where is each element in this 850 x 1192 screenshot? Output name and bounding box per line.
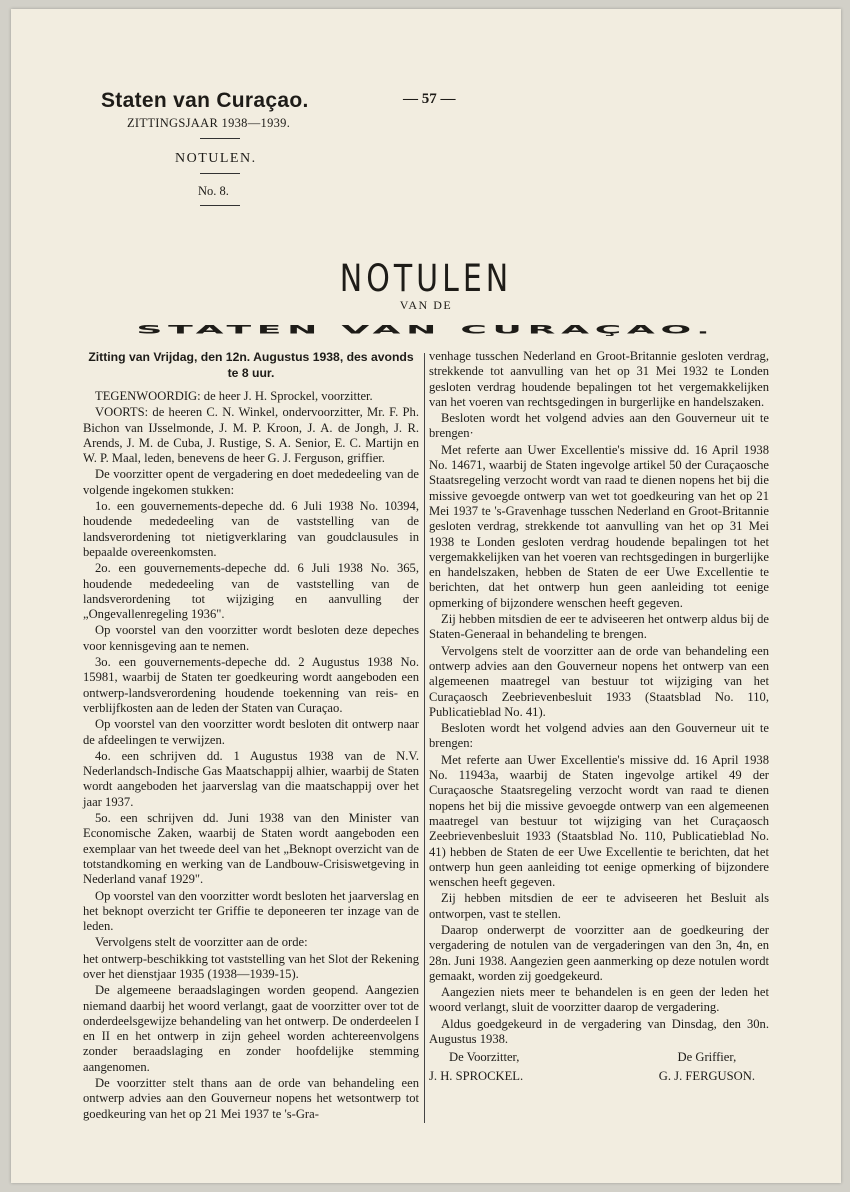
series-title: Staten van Curaçao.	[101, 89, 309, 112]
paragraph: Zij hebben mitsdien de eer te adviseeren het Besluit als ontworpen, vast te stellen.	[429, 891, 769, 921]
paragraph: het ontwerp-beschikking tot vaststelling van het Slot der Rekening over het dienstjaar 1935 (1938—1939-15).	[83, 951, 419, 981]
paragraph: 1o. een gouvernements-depeche dd. 6 Juli 1938 No. 10394, houdende mededeeling van de vaststelling van de landsverordening tot nietigverklaring van goudclausules in bepaalde overeenkomsten.	[83, 499, 419, 559]
session-heading: Zitting van Vrijdag, den 12n. Augustus 1938, des avonds te 8 uur.	[88, 350, 414, 380]
paragraph: Met referte aan Uwer Excellentie's missive dd. 16 April 1938 No. 11943a, waarbij de Staten ingevolge artikel 49 der Curaçaosche Staatsregeling verzocht wordt van raad te dienen nopens het bij die missive gevoegde ontwerp van een algemeenen maatregel van bestuur tot wijziging van het Curaçaosch Zeebrievenbesluit 1933 (Staatsblad No. 110, Publicatieblad No. 41) hebben de Staten de eer Uwe Excellentie te berichten, dat het ontwerp hun geen aanleiding tot eenige opmerking of bijzondere wenschen heeft gegeven.	[429, 752, 769, 890]
paragraph: Zij hebben mitsdien de eer te adviseeren het ontwerp aldus bij de Staten-Generaal in behandeling te brengen.	[429, 612, 769, 642]
paragraph: Vervolgens stelt de voorzitter aan de orde:	[95, 935, 308, 950]
paragraph: Besloten wordt het volgend advies aan den Gouverneur uit te brengen·	[429, 411, 769, 441]
section-label: NOTULEN.	[175, 151, 257, 166]
paragraph: venhage tusschen Nederland en Groot-Britannie gesloten verdrag, strekkende tot aanvulling van het op 31 Mei 1932 te Londen gesloten verdrag houdende bepalingen tot het vergemakkelijken van het voeren van rechtsgedingen in burgerlijke en handelszaken.	[429, 349, 769, 409]
paragraph: 2o. een gouvernements-depeche dd. 6 Juli 1938 No. 365, houdende mededeeling van de vaststelling van de landsverordening tot wijziging en aanvulling der „Ongevallenregeling 1936".	[83, 561, 419, 622]
signature-name-chair: J. H. SPROCKEL.	[429, 1069, 524, 1084]
paragraph: VOORTS: de heeren C. N. Winkel, ondervoorzitter, Mr. F. Ph. Bichon van IJsselmonde, J. M. P. Kroon, J. A. de Jongh, J. R. Arends, J. M. de Cuba, J. Rustige, S. A. Senior, E. C. Martijn en W. P. Maal, leden, benevens de heer G. J. Ferguson, griffier.	[83, 405, 419, 466]
page-number: — 57 —	[403, 91, 456, 107]
session-year: ZITTINGSJAAR 1938—1939.	[127, 116, 291, 130]
paragraph: 5o. een schrijven dd. Juni 1938 van den Minister van Economische Zaken, waarbij de Staten wordt aangeboden een exemplaar van het tweede deel van het „Beknopt overzicht van de totstandkoming en werking van de Landbouw-Crisiswetgeving in Nederland vanaf 1929".	[83, 811, 419, 887]
right-column	[429, 349, 769, 1086]
column-divider	[424, 353, 425, 1123]
paragraph: Op voorstel van den voorzitter wordt besloten dit ontwerp naar de afdeelingen te verwijzen.	[83, 717, 419, 747]
divider-rule	[200, 173, 240, 174]
signature-name-clerk: G. J. FERGUSON.	[658, 1069, 755, 1084]
paragraph: TEGENWOORDIG: de heer J. H. Sprockel, voorzitter.	[95, 389, 373, 403]
title-van-de: VAN DE	[399, 298, 453, 312]
main-title: NOTULEN	[339, 257, 513, 301]
left-column	[83, 349, 419, 1123]
paragraph: Daarop onderwerpt de voorzitter aan de goedkeuring der vergadering de notulen van de vergaderingen van den 3n, 4n, en 28n. Juni 1938. Aangezien geen aanmerking op deze notulen wordt gemaakt, worden zij goedgekeurd.	[429, 922, 769, 983]
signature-role-chair: De Voorzitter,	[449, 1050, 520, 1065]
document-page	[11, 9, 841, 1183]
divider-rule	[200, 205, 240, 206]
divider-rule	[200, 138, 240, 139]
paragraph: Op voorstel van den voorzitter wordt besloten het jaarverslag en het beknopt overzicht ter Griffie te deponeeren ter inzage van de leden.	[83, 888, 419, 934]
paragraph: Vervolgens stelt de voorzitter aan de orde van behandeling een ontwerp advies aan den Gouverneur nopens het ontwerp van een algemeenen maatregel van bestuur tot wijziging van het Curaçaosch Zeebrievenbesluit 1933 (Staatsblad No. 110, Publicatieblad No. 41).	[429, 643, 769, 719]
signature-block	[429, 1048, 769, 1086]
paragraph: De algemeene beraadslagingen worden geopend. Aangezien niemand daarbij het woord verlangt, gaat de voorzitter over tot de onderdeelsgewijze behandeling van het ontwerp. De onderdeelen I en II en het ontwerp in zijn geheel worden achtereenvolgens zonder beraadslaging en zonder hoofdelijke stemming aangenomen.	[83, 983, 419, 1074]
issue-number: No. 8.	[198, 184, 229, 198]
paragraph: Aangezien niets meer te behandelen is en geen der leden het woord verlangt, sluit de voorzitter daarop de vergadering.	[429, 985, 769, 1015]
paragraph: De voorzitter stelt thans aan de orde van behandeling een ontwerp advies aan den Gouverneur nopens het wetsontwerp tot goedkeuring van het op 21 Mei 1937 te 's-Gra-	[83, 1076, 419, 1121]
paragraph: Met referte aan Uwer Excellentie's missive dd. 16 April 1938 No. 14671, waarbij de Staten ingevolge artikel 50 der Curaçaosche Staatsregeling verzocht wordt van raad te dienen nopens het bij die missive gevoegde ontwerp van wet tot goedkeuring van het op 21 Mei 1937 te 's-Gravenhage tusschen Nederland en Groot-Britannie gesloten verdrag, strekkende tot aanvulling van het op 31 Mei 1938 te Londen gesloten verdrag houdende bepalingen tot het vergemakkelijken van het voeren van rechtsgedingen in burgerlijke en handelszaken, hebben de Staten de eer Uwe Excellentie te berichten, dat het ontwerp hun geen aanleiding tot eenige opmerking of bijzondere wenschen heeft gegeven.	[429, 442, 769, 610]
title-banner: STATEN VAN CURAÇAO.	[136, 323, 716, 337]
paragraph: 4o. een schrijven dd. 1 Augustus 1938 van de N.V. Nederlandsch-Indische Gas Maatschappij alhier, waarbij de Staten wordt aangeboden het jaarverslag van die maatschappij over het jaar 1937.	[83, 748, 419, 809]
paragraph: 3o. een gouvernements-depeche dd. 2 Augustus 1938 No. 15981, waarbij de Staten ter goedkeuring wordt aangeboden een ontwerp-landsverordening houdende toekenning van reis- en verblijfkosten aan de leden der Staten van Curaçao.	[83, 655, 419, 715]
paragraph: Aldus goedgekeurd in de vergadering van Dinsdag, den 30n. Augustus 1938.	[429, 1016, 769, 1047]
paragraph: Besloten wordt het volgend advies aan den Gouverneur uit te brengen:	[429, 721, 769, 751]
paragraph: De voorzitter opent de vergadering en doet mededeeling van de volgende ingekomen stukken:	[83, 467, 419, 497]
paragraph: Op voorstel van den voorzitter wordt besloten deze depeches voor kennisgeving aan te nemen.	[83, 623, 419, 653]
signature-role-clerk: De Griffier,	[677, 1050, 737, 1065]
